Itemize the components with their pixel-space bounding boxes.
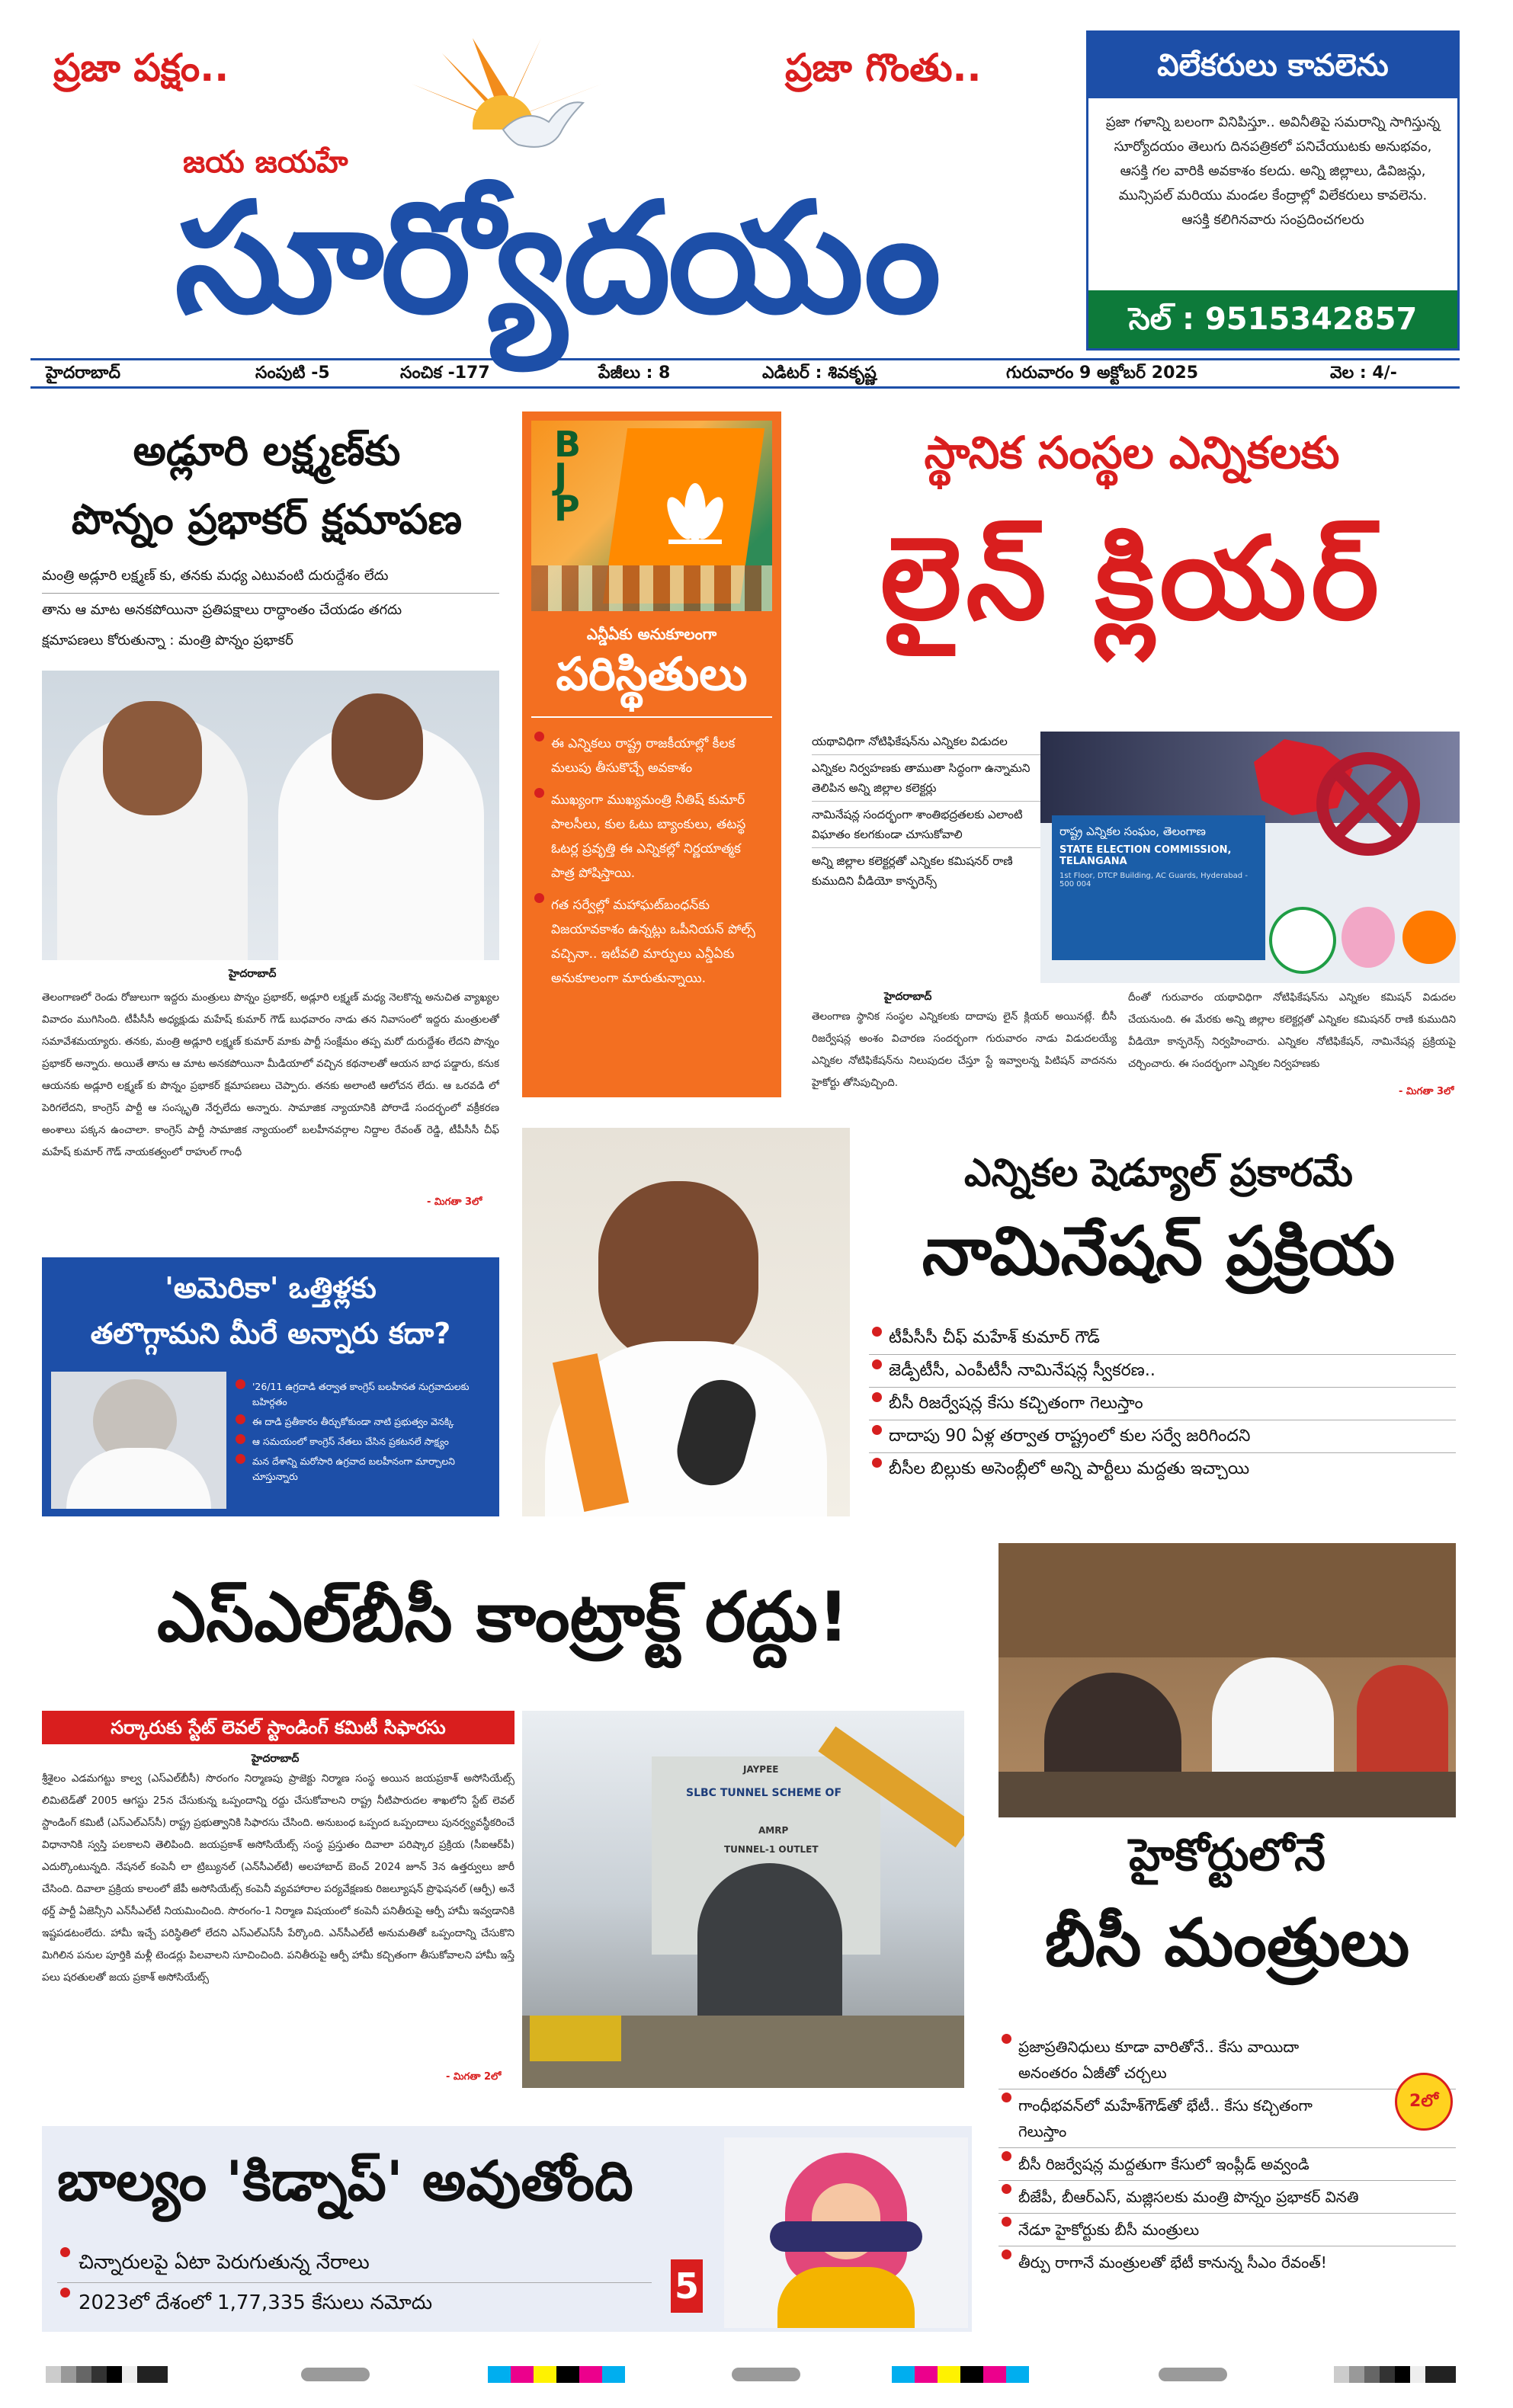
sec-sign-english: STATE ELECTION COMMISSION, TELANGANA — [1059, 844, 1232, 867]
local-dateline: హైదరాబాద్ — [884, 991, 932, 1003]
brs-symbol-icon — [1342, 907, 1395, 968]
local-point: యథావిధిగా నోటిఫికేషన్‌ను ఎన్నికల విడుదల — [812, 732, 1040, 755]
bjp-flag-photo: B J P — [531, 421, 772, 611]
congress-symbol-icon — [1269, 907, 1336, 974]
dateline-editor: ఎడిటర్ : శివకృష్ణ — [762, 363, 877, 383]
lotus-icon — [653, 474, 737, 550]
ponnam-lede2: తాను ఆ మాట అనకపోయినా ప్రతిపక్షాలు రాద్ధాంతం చేయడం తగదు — [42, 602, 402, 618]
nomination-bullet: బీసీ రిజర్వేషన్ల కేసు కచ్చితంగా గెలుస్తాం — [869, 1388, 1456, 1420]
nomination-head: నామినేషన్ ప్రక్రియ — [922, 1212, 1396, 1290]
nomination-bullet: దాదాపు 90 ఏళ్ల తర్వాత రాష్ట్రంలో కుల సర్వే జరిగిందని — [869, 1420, 1456, 1453]
childhood-bullets — [57, 2244, 652, 2321]
ponnam-head1: అడ్లూరి లక్ష్మణ్‌కు — [133, 427, 401, 475]
america-bullets — [232, 1379, 492, 1484]
bjp-head: పరిస్థితులు — [556, 648, 748, 701]
slogan-right: ప్రజా గొంతు.. — [785, 46, 982, 90]
highcourt-bullets — [999, 2031, 1456, 2278]
dateline-bar — [30, 358, 1460, 389]
america-bullet: ఆ సమయంలో కాంగ్రెస్ నేతలు చేసిన ప్రకటనలే సాక్ష్యం — [232, 1434, 492, 1449]
ad-phone: సెల్ : 9515342857 — [1088, 290, 1457, 348]
ponnam-lakshman-photo — [42, 671, 499, 960]
dateline-date: గురువారం 9 అక్టోబర్ 2025 — [1006, 363, 1198, 383]
local-points — [812, 732, 1040, 891]
tunnel-sign-outlet: TUNNEL-1 OUTLET — [724, 1844, 819, 1855]
america-head1: 'అమెరికా' ఒత్తిళ్లకు — [165, 1271, 377, 1305]
bjp-box — [522, 411, 781, 1097]
print-registration-marks — [30, 2366, 1479, 2383]
slbc-body: శ్రీశైలం ఎడమగట్టు కాల్వ (ఎస్‌ఎల్‌బీసీ) సొరంగం నిర్మాణపు ప్రాజెక్టు నిర్మాణ సంస్థ అయిన జయప్రకాశ్ అసోసియేట్స్ లిమిటెడ్‌తో 2005 ఆగస్టు 25న చేసుకున్న ఒప్పందాన్ని రద్దు చేసుకోవాలని రాష్ట్ర నీటిపారుదల శాఖలోని స్టేట్ లెవల్ స్టాండింగ్ కమిటీ (ఎస్‌ఎల్‌ఎస్‌సీ) రాష్ట్ర ప్రభుత్వానికి సిఫారసు చేసింది. అనుబంధ ఒప్పంద ఒప్పందాలు పునర్వ్యవస్థీకరించే విధానానికి స్వస్తి పలకాలని తెలిపింది. జయప్రకాశ్ అసోసియేట్స్ సంస్థ ప్రస్తుతం దివాలా పరిష్కార ప్రక్రియ (సీఐఆర్‌పీ) ఎదుర్కొంటున్నది. నేషనల్ కంపెనీ లా ట్రిబ్యునల్ (ఎన్‌సీఎల్‌టీ) అలహాబాద్ బెంచ్ 2024 జూన్ 3న ఉత్తర్వులు జారీ చేసింది. దివాలా ప్రక్రియ కాలంలో జేపీ అసోసియేట్స్ కంపెనీ వ్యవహారాల పర్యవేక్షణకు రిజల్యూషన్ ప్రొఫెషనల్ (ఆర్పీ) అనే థర్డ్ పార్టీ ఏజెన్సీని ఎన్‌సీఎల్‌టీ నియమించింది. సొరంగం-1 నిర్మాణ విషయంలో కంపెనీ పనితీరుపై ఆర్పీ హామీ ఇవ్వడానికి ఇష్టపడటంలేదు. హామీ ఇచ్చే పరిస్థితిలో లేదని ఎస్‌ఎల్‌ఎస్‌సీ పేర్కొంది. ఎన్‌సీఎల్‌టీ అనుమతితో ఒప్పందాన్ని చేసుకొని మిగిలిన పనుల పూర్తికి మళ్లీ టెండర్లు పిలవాలని సూచించింది. పనితీరుపై ఆర్పీ హామీ కచ్చితంగా తీసుకోవాలని హామీ ఇస్తే పలు షరతులతో జయ ప్రకాశ్ అసోసియేట్స్ — [42, 1772, 514, 1984]
ponnam-dateline: హైదరాబాద్ — [229, 968, 277, 980]
highcourt-head: బీసీ మంత్రులు — [1044, 1905, 1410, 1981]
slbc-continued: - మిగతా 2లో — [446, 2071, 502, 2083]
highcourt-bullet: నేడూ హైకోర్టుకు బీసీ మంత్రులు — [999, 2214, 1456, 2246]
bjp-bullet: ముఖ్యంగా ముఖ్యమంత్రి నీతిష్ కుమార్ పాలసీలు, కుల ఓటు బ్యాంకులు, తటస్థ ఓటర్ల ప్రవృత్తి ఈ ఎన్నికల్లో నిర్ణయాత్మక పాత్ర పోషిస్తాయి. — [531, 788, 768, 885]
local-point: నామినేషన్ల సందర్భంగా శాంతిభద్రతలకు ఎలాంటి విఘాతం కలగకుండా చూసుకోవాలి — [812, 805, 1040, 848]
ponnam-body: తెలంగాణలో రెండు రోజులుగా ఇద్దరు మంత్రులు పొన్నం ప్రభాకర్, అడ్లూరి లక్ష్మణ్ మధ్య నెలకొన్న అనుచిత వ్యాఖ్యల వివాదం ముగిసింది. టీపీసీసీ అధ్యక్షుడు మహేష్ కుమార్ గౌడ్ బుధవారం నాడు తన నివాసంలో ఇద్దరు మంత్రులతో సమావేశమయ్యారు. తనకు, మంత్రి అడ్లూరి లక్ష్మణ్ కుమార్ మాకు పార్టీ సంక్షేమం తప్ప మరో దురుద్దేశం లేదని పొన్నం ప్రభాకర్ అన్నారు. అయితే తాను ఆ మాట అనకపోయినా మీడియాలో వచ్చిన కథనాలతో ఆయన బాధ పడ్డారు, కనుక ఆయనకు అడ్లూరి లక్ష్మణ్ కు పొన్నం ప్రభాకర్ క్షమాపణలు చెప్పారు. తనకు అలాంటి ఆలోచన లేదు. ఆ ఒరవడి లో పెరిగలేదని, కాంగ్రెస్ పార్టీ ఆ సంస్కృతి నేర్పలేదు అన్నారు. సామాజిక న్యాయానికి పోరాడే సందర్భంలో వక్రీకరణ అంశాలు పక్కన ఉంచాలా. కాంగ్రెస్ పార్టీ సామాజిక న్యాయంలో బలహీనవర్గాల నిద్దాల రేవంత్ రెడ్డి, టీపీసీసీ చీఫ్ మహేష్ కుమార్ గౌడ్ నాయకత్వంలో రాహుల్ గాంధీ — [42, 991, 499, 1158]
childhood-bullet: చిన్నారులపై ఏటా పెరుగుతున్న నేరాలు — [57, 2244, 652, 2283]
masthead-title: సూర్యోదయం — [175, 170, 938, 347]
childhood-bullet: 2023లో దేశంలో 1,77,335 కేసులు నమోదు — [57, 2283, 652, 2321]
ballot-cross-icon — [1292, 747, 1444, 861]
slogan-left: ప్రజా పక్షం.. — [53, 46, 229, 90]
bc-ministers-photo — [999, 1543, 1456, 1817]
local-body: తెలంగాణ స్థానిక సంస్థల ఎన్నికలకు దాదాపు లైన్ క్లియర్ అయినట్లే. బీసీ రిజర్వేషన్ల అంశం విచారణ సందర్భంగా గురువారం నాడు విడుదలయ్యే ఎన్నికల నోటిఫికేషన్‌ను నిలుపుదల చేస్తూ స్టే ఇవ్వాలన్న పిటిషన్ వాదనను హైకోర్టు తోసిపుచ్చింది. — [812, 1010, 1117, 1089]
modi-photo — [51, 1372, 226, 1509]
america-head2: తలొగ్గామని మీరే అన్నారు కదా? — [90, 1317, 451, 1350]
local-point: అన్ని జిల్లాల కలెక్టర్లతో ఎన్నికల కమిషనర్ రాణి కుముదిని వీడియో కాన్ఫరెన్స్ — [812, 854, 1013, 888]
highcourt-kicker: హైకోర్టులోనే — [1129, 1829, 1325, 1881]
nomination-bullets — [869, 1322, 1456, 1485]
tunnel-sign-amrp: AMRP — [758, 1825, 789, 1836]
childhood-head: బాల్యం 'కిడ్నాప్' అవుతోంది — [57, 2149, 633, 2213]
highcourt-bullet: బీజేపీ, బీఆర్‌ఎస్, మజ్లిసలకు మంత్రి పొన్నం ప్రభాకర్ వినతి — [999, 2181, 1456, 2214]
local-body2: దీంతో గురువారం యథావిధిగా నోటిఫికేషన్‌ను ఎన్నికల కమిషన్ విడుదల చేయనుంది. ఈ మేరకు అన్ని జిల్లాల కలెక్టర్లతో ఎన్నికల కమిషనర్ రాణి కుముదిని వీడియో కాన్ఫరెన్స్ నిర్వహించారు. ఎన్నికల నోటిఫికేషన్, నామినేషన్ల ప్రక్రియపై చర్చించారు. ఈ సందర్భంగా ఎన్నికల నిర్వహణకు — [1128, 991, 1456, 1070]
dateline-issue: సంచిక -177 — [400, 363, 490, 383]
sec-sign-address: 1st Floor, DTCP Building, AC Guards, Hyderabad - 500 004 — [1059, 872, 1248, 889]
dateline-price: వెల : 4/- — [1330, 363, 1397, 383]
ad-body: ప్రజా గళాన్ని బలంగా వినిపిస్తూ.. అవినీతిపై సమరాన్ని సాగిస్తున్న సూర్యోదయం తెలుగు దినపత్రికలో పనిచేయుటకు అనుభవం, ఆసక్తి గల వారికి అవకాశం కలదు. అన్ని జిల్లాలు, డివిజన్లు, మున్సిపల్ మరియు మండల కేంద్రాల్లో విలేకరులు కావలెను. ఆసక్తి కలిగినవారు సంప్రదించగలరు — [1105, 114, 1441, 228]
local-kicker: స్థానిక సంస్థల ఎన్నికలకు — [924, 427, 1340, 479]
ponnam-lede1: మంత్రి అడ్లూరి లక్ష్మణ్ కు, తనకు మధ్య ఎటువంటి దురుద్దేశం లేదు — [42, 568, 389, 584]
bjp-kicker: ఎన్డీఏకు అనుకూలంగా — [586, 625, 717, 643]
ponnam-lede3: క్షమాపణలు కోరుతున్నా : మంత్రి పొన్నం ప్రభాకర్ — [42, 632, 293, 648]
america-box — [42, 1257, 499, 1516]
mahesh-goud-photo — [522, 1128, 850, 1516]
ponnam-head2: పొన్నం ప్రభాకర్ క్షమాపణ — [71, 495, 463, 543]
america-bullet: ఈ దాడి ప్రతీకారం తీర్చుకోకుండా నాటి ప్రభుత్వం వెనక్కి — [232, 1414, 492, 1430]
nomination-bullet: బీసీల బిల్లుకు అసెంబ్లీలో అన్ని పార్టీలు మద్దతు ఇచ్చాయి — [869, 1453, 1456, 1485]
highcourt-bullet: తీర్పు రాగానే మంత్రులతో భేటీ కానున్న సీఎం రేవంత్! — [999, 2246, 1456, 2278]
childhood-page-badge: 5 — [671, 2259, 703, 2313]
bjp-bullet: గత సర్వేల్లో మహాఘట్‌బంధన్‌కు విజయావకాశం ఉన్నట్లు ఒపీనియన్ పోల్స్ వచ్చినా.. ఇటీవలి మార్పులు ఎన్డీఏకు అనుకూలంగా మారుతున్నాయి. — [531, 893, 768, 991]
slbc-tunnel-photo — [522, 1711, 964, 2088]
ad-heading: విలేకరులు కావలెను — [1088, 33, 1457, 98]
bjp-symbol-icon — [1402, 911, 1456, 964]
local-point: ఎన్నికల నిర్వహణకు తాముతా సిద్ధంగా ఉన్నామని తెలిపిన అన్ని జిల్లాల కలెక్టర్లు — [812, 758, 1040, 802]
highcourt-bullet: బీసీ రిజర్వేషన్ల మద్దతుగా కేసులో ఇంప్లీడ్ అవ్వండి — [999, 2148, 1456, 2181]
dove-icon — [495, 91, 587, 160]
america-bullet: మన దేశాన్ని మరోసారి ఉగ్రవాద బలహీనంగా మార్చాలని చూస్తున్నారు — [232, 1454, 492, 1484]
america-bullet: '26/11 ఉగ్రదాడి తర్వాత కాంగ్రెస్ బలహీనత నుగ్రవాదులకు బహిర్గతం — [232, 1379, 492, 1410]
highcourt-bullet: ప్రజాప్రతినిధులు కూడా వారితోనే.. కేసు వాయిదా అనంతరం ఏజీతో చర్చలు — [999, 2031, 1456, 2089]
bjp-bullet: ఈ ఎన్నికలు రాష్ట్ర రాజకీయాల్లో కీలక మలుపు తీసుకొచ్చే అవకాశం — [531, 732, 768, 780]
highcourt-page-badge: 2లో — [1395, 2073, 1453, 2131]
election-commission-photo — [1040, 732, 1460, 983]
tunnel-sign-jaypee: JAYPEE — [743, 1764, 779, 1775]
dateline-volume: సంపుటి -5 — [255, 363, 330, 383]
child-kidnap-illustration — [724, 2137, 968, 2328]
slbc-dateline: హైదరాబాద్ — [252, 1753, 300, 1765]
nomination-bullet: టీపీసీసీ చీఫ్ మహేశ్ కుమార్ గౌడ్ — [869, 1322, 1456, 1355]
sec-sign-telugu: రాష్ట్ర ఎన్నికల సంఘం, తెలంగాణ — [1059, 825, 1206, 838]
tunnel-sign-title: SLBC TUNNEL SCHEME OF — [686, 1787, 842, 1799]
masthead-subtitle: జయ జయహే — [183, 145, 348, 180]
reporter-ad-box — [1086, 30, 1460, 351]
slbc-bar: సర్కారుకు స్టేట్ లెవల్ స్టాండింగ్ కమిటీ సిఫారసు — [42, 1711, 514, 1744]
local-head: లైన్ క్లియర్ — [880, 513, 1384, 645]
dateline-city: హైదరాబాద్ — [46, 363, 120, 383]
local-continued: - మిగతా 3లో — [1399, 1086, 1454, 1097]
nomination-kicker: ఎన్నికల షెడ్యూల్ ప్రకారమే — [964, 1151, 1353, 1195]
masthead — [30, 30, 1067, 351]
highcourt-bullet: గాంధీభవన్‌లో మహేశ్‌గౌడ్‌తో భేటీ.. కేసు కచ్చితంగా గెలుస్తాం — [999, 2089, 1456, 2148]
nomination-bullet: జెడ్పీటీసీ, ఎంపీటీసీ నామినేషన్ల స్వీకరణ.. — [869, 1355, 1456, 1388]
dateline-pages: పేజీలు : 8 — [598, 363, 671, 383]
slbc-head: ఎస్‌ఎల్‌బీసీ కాంట్రాక్ట్ రద్దు! — [157, 1577, 849, 1657]
ponnam-continued: - మిగతా 3లో — [427, 1196, 482, 1208]
bjp-bullets — [531, 732, 768, 991]
